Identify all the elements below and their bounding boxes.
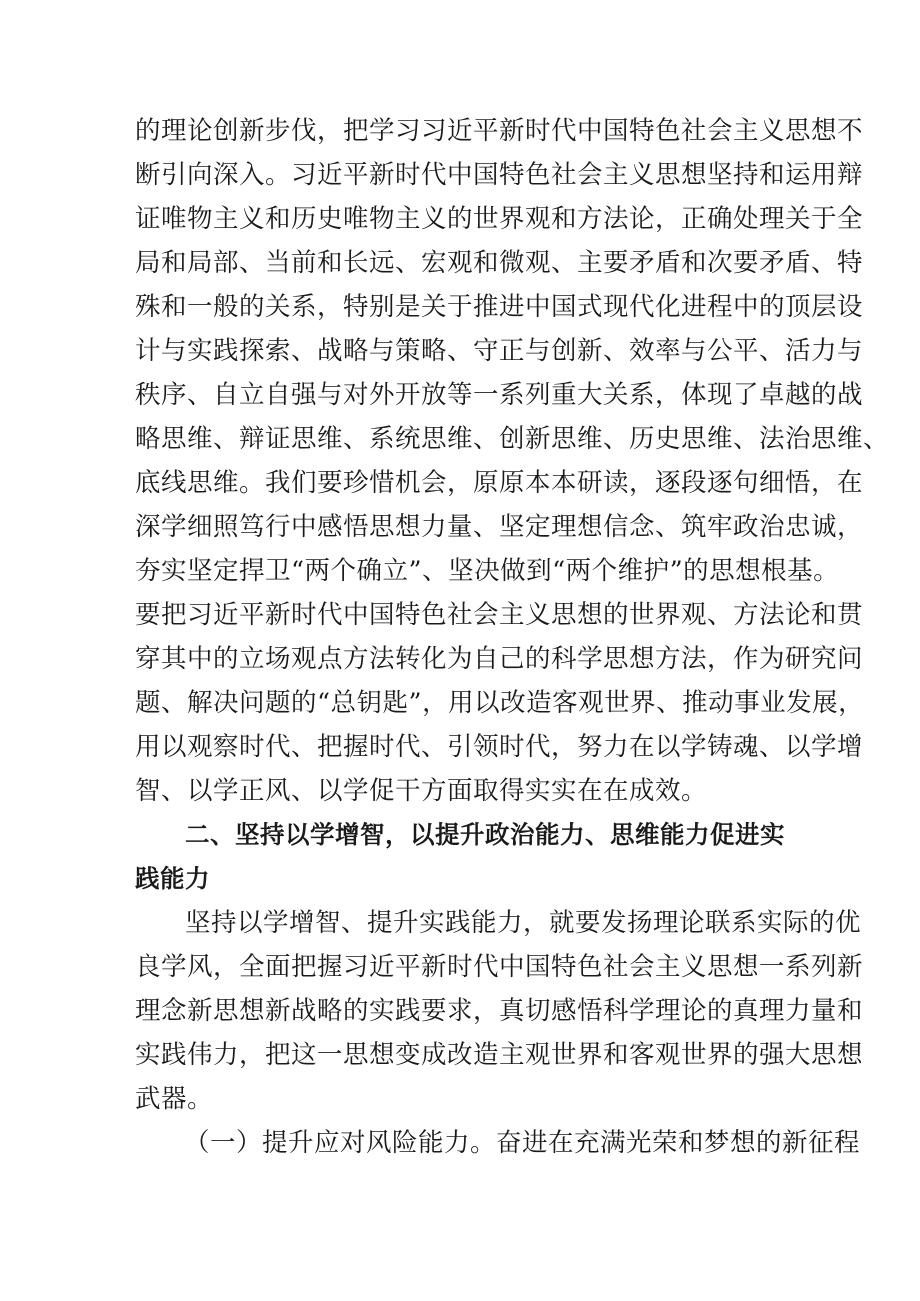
paragraph-line: 实践伟力，把这一思想变成改造主观世界和客观世界的强大思想 bbox=[135, 1040, 864, 1070]
text-line: 秩序、自立自强与对外开放等一系列重大关系，体现了卓越的战 bbox=[135, 380, 864, 410]
paragraph-line: 良学风，全面把握习近平新时代中国特色社会主义思想一系列新 bbox=[135, 952, 864, 982]
text-line: 用以观察时代、把握时代、引领时代，努力在以学铸魂、以学增 bbox=[135, 732, 864, 762]
text-line: 的理论创新步伐，把学习习近平新时代中国特色社会主义思想不 bbox=[135, 116, 864, 146]
text-line: 深学细照笃行中感悟思想力量、坚定理想信念、筑牢政治忠诚， bbox=[135, 512, 864, 542]
text-line: 穿其中的立场观点方法转化为自己的科学思想方法，作为研究问 bbox=[135, 644, 864, 674]
text-line: 夯实坚定捍卫“两个确立”、坚决做到“两个维护”的思想根基。 bbox=[135, 556, 840, 586]
text-line: 底线思维。我们要珍惜机会，原原本本研读，逐段逐句细悟，在 bbox=[135, 468, 864, 498]
paragraph-line: 武器。 bbox=[135, 1084, 214, 1114]
text-line: 殊和一般的关系，特别是关于推进中国式现代化进程中的顶层设 bbox=[135, 292, 864, 322]
subsection-line: （一）提升应对风险能力。奋进在充满光荣和梦想的新征程 bbox=[184, 1128, 861, 1158]
text-line: 局和局部、当前和长远、宏观和微观、主要矛盾和次要矛盾、特 bbox=[135, 248, 864, 278]
section-heading-continued: 践能力 bbox=[135, 864, 210, 893]
text-line: 要把习近平新时代中国特色社会主义思想的世界观、方法论和贯 bbox=[135, 600, 864, 630]
text-line: 智、以学正风、以学促干方面取得实实在在成效。 bbox=[135, 776, 708, 806]
text-line: 证唯物主义和历史唯物主义的世界观和方法论，正确处理关于全 bbox=[135, 204, 864, 234]
paragraph-line: 坚持以学增智、提升实践能力，就要发扬理论联系实际的优 bbox=[185, 908, 862, 938]
paragraph-line: 理念新思想新战略的实践要求，真切感悟科学理论的真理力量和 bbox=[135, 996, 864, 1026]
text-line: 题、解决问题的“总钥匙”，用以改造客观世界、推动事业发展， bbox=[135, 688, 865, 718]
text-line: 计与实践探索、战略与策略、守正与创新、效率与公平、活力与 bbox=[135, 336, 864, 366]
text-line: 断引向深入。习近平新时代中国特色社会主义思想坚持和运用辩 bbox=[135, 160, 864, 190]
section-heading: 二、坚持以学增智，以提升政治能力、思维能力促进实 bbox=[185, 820, 785, 849]
text-line: 略思维、辩证思维、系统思维、创新思维、历史思维、法治思维、 bbox=[135, 424, 890, 454]
